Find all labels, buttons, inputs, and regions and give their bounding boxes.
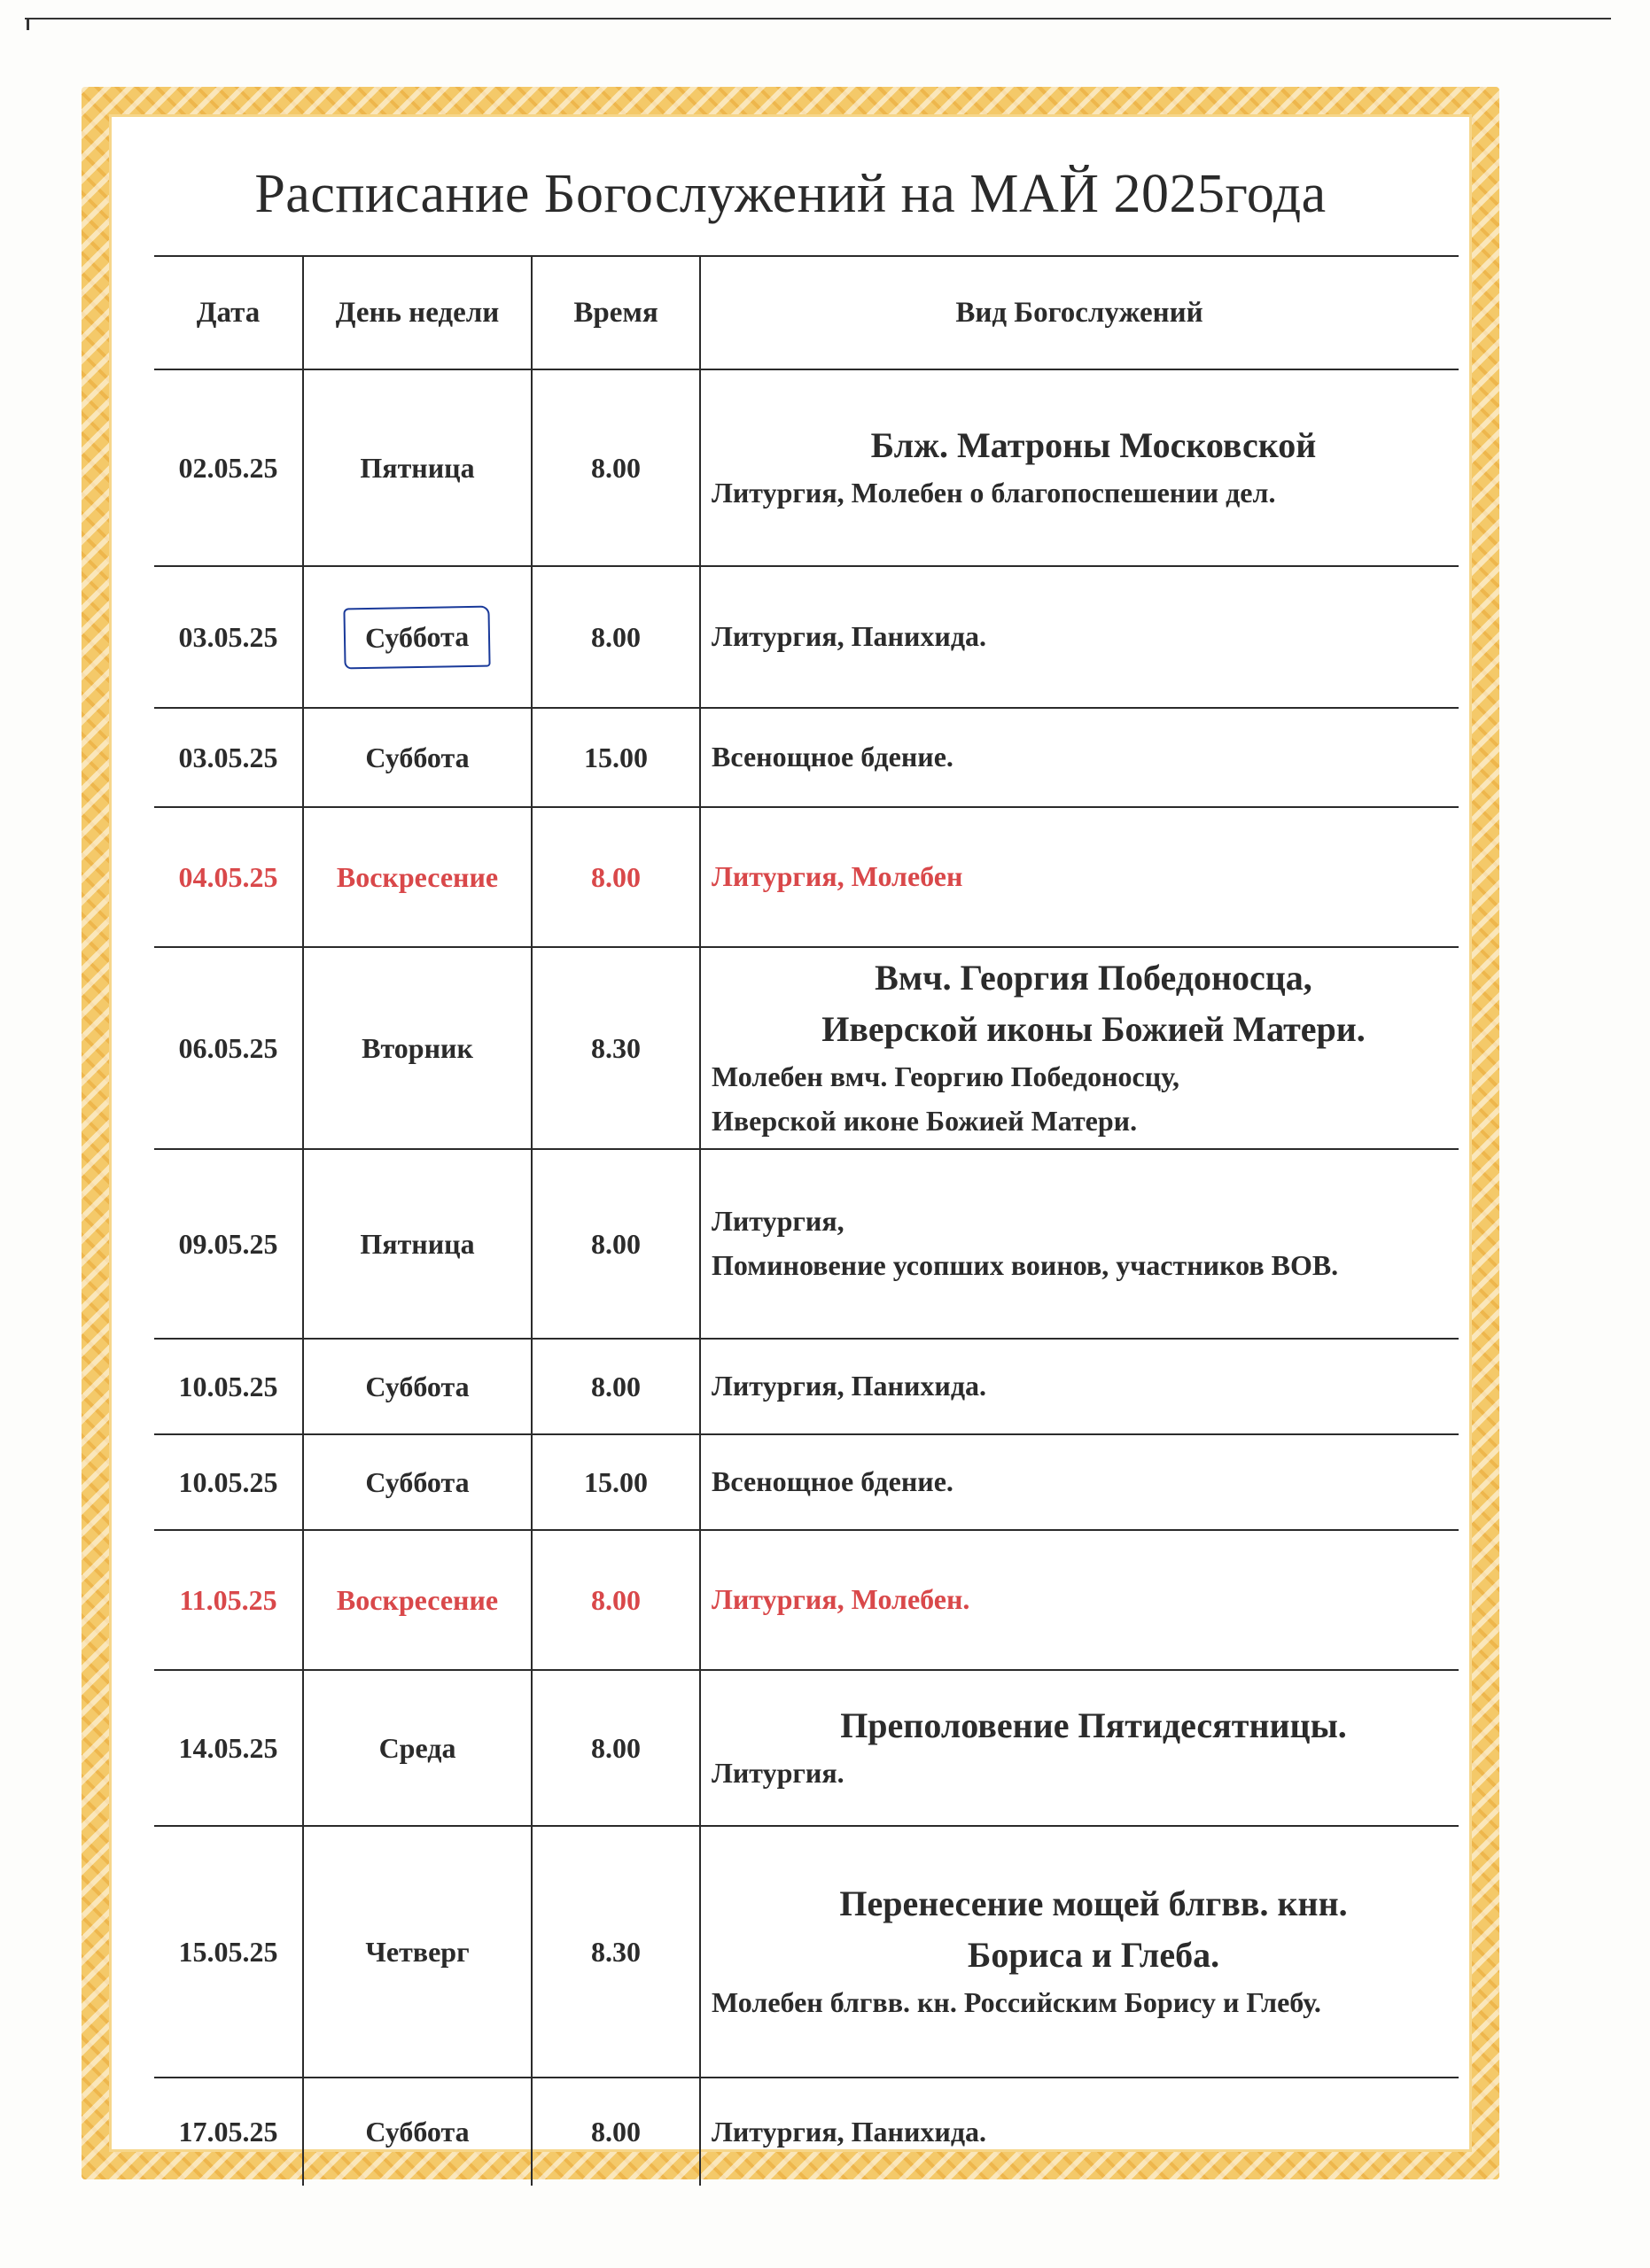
service-description: Иверской иконе Божией Матери. (712, 1105, 1138, 1137)
service-description: Литургия, Панихида. (712, 2115, 987, 2148)
table-row (154, 2078, 1459, 2186)
cell-time: 8.00 (532, 369, 700, 566)
cell-date: 17.05.25 (154, 2078, 303, 2186)
feast-name: Перенесение мощей блгвв. кнн. (839, 1884, 1348, 1924)
cell-day: Суббота (303, 2078, 532, 2186)
cell-time: 8.00 (532, 566, 700, 708)
cell-day: Четверг (303, 1826, 532, 2078)
cell-day: Суббота (303, 1339, 532, 1434)
service-description: Литургия. (712, 1757, 844, 1790)
cell-service (700, 708, 1459, 807)
header-time: Время (532, 256, 700, 369)
schedule-sheet (112, 117, 1469, 2149)
service-description: Всенощное бдение. (712, 1465, 953, 1498)
service-description: Литургия, Молебен. (712, 1583, 970, 1616)
cell-time: 8.00 (532, 1339, 700, 1434)
feast-name: Преполовение Пятидесятницы. (840, 1705, 1347, 1746)
cell-day: Пятница (303, 1149, 532, 1339)
cell-service (700, 566, 1459, 708)
cell-time: 8.00 (532, 2078, 700, 2186)
table-row (154, 566, 1459, 708)
cell-service (700, 1670, 1459, 1826)
cell-time: 8.00 (532, 1670, 700, 1826)
cell-day: Суббота (303, 708, 532, 807)
cell-service (700, 369, 1459, 566)
cell-day: Среда (303, 1670, 532, 1826)
cell-service (700, 807, 1459, 947)
service-description: Всенощное бдение. (712, 741, 953, 773)
cell-date: 11.05.25 (154, 1530, 303, 1670)
table-row (154, 708, 1459, 807)
service-description: Молебен вмч. Георгию Победоносцу, (712, 1060, 1179, 1093)
decorative-frame (82, 87, 1499, 2179)
header-date: Дата (154, 256, 303, 369)
service-description: Молебен блгвв. кн. Российским Борису и Глебу. (712, 1986, 1321, 2019)
page-title: Расписание Богослужений на МАЙ 2025года (254, 164, 1327, 224)
cell-time: 15.00 (532, 1434, 700, 1530)
cell-date: 03.05.25 (154, 566, 303, 708)
cell-service (700, 1530, 1459, 1670)
cell-time: 8.00 (532, 1149, 700, 1339)
table-row (154, 1434, 1459, 1530)
table-row (154, 1826, 1459, 2078)
cell-date: 10.05.25 (154, 1339, 303, 1434)
feast-name: Бориса и Глеба. (967, 1935, 1220, 1976)
cell-date: 15.05.25 (154, 1826, 303, 2078)
table-row (154, 369, 1459, 566)
cell-day: Вторник (303, 947, 532, 1149)
cell-day: Пятница (303, 369, 532, 566)
cell-service (700, 1339, 1459, 1434)
scan-mark (27, 19, 29, 30)
service-description: Литургия, Панихида. (712, 1370, 987, 1402)
cell-time: 8.00 (532, 1530, 700, 1670)
service-description: Литургия, Молебен о благопоспешении дел. (712, 477, 1276, 509)
table-row (154, 947, 1459, 1149)
cell-day (303, 566, 532, 708)
handwritten-circle-mark: Суббота (344, 605, 491, 669)
feast-name: Блж. Матроны Московской (870, 425, 1317, 466)
table-row (154, 1530, 1459, 1670)
cell-date: 14.05.25 (154, 1670, 303, 1826)
cell-service (700, 1149, 1459, 1339)
table-row (154, 1339, 1459, 1434)
feast-name: Вмч. Георгия Победоносца, (875, 958, 1312, 998)
cell-service (700, 2078, 1459, 2186)
schedule-rows (154, 369, 1459, 2186)
schedule-table (154, 255, 1459, 2186)
service-description: Литургия, (712, 1205, 844, 1238)
cell-time: 8.30 (532, 1826, 700, 2078)
cell-day: Воскресение (303, 1530, 532, 1670)
scan-edge-line (25, 18, 1611, 19)
service-description: Литургия, Молебен (712, 860, 963, 893)
header-service-kind: Вид Богослужений (700, 256, 1459, 369)
cell-time: 8.00 (532, 807, 700, 947)
feast-name: Иверской иконы Божией Матери. (821, 1009, 1366, 1050)
cell-date: 02.05.25 (154, 369, 303, 566)
cell-day: Воскресение (303, 807, 532, 947)
cell-date: 09.05.25 (154, 1149, 303, 1339)
service-description: Поминовение усопших воинов, участников ВОВ. (712, 1249, 1339, 1281)
cell-day: Суббота (303, 1434, 532, 1530)
cell-date: 06.05.25 (154, 947, 303, 1149)
cell-time: 15.00 (532, 708, 700, 807)
table-row (154, 807, 1459, 947)
cell-time: 8.30 (532, 947, 700, 1149)
cell-date: 10.05.25 (154, 1434, 303, 1530)
cell-service (700, 1434, 1459, 1530)
cell-date: 04.05.25 (154, 807, 303, 947)
cell-service (700, 1826, 1459, 2078)
cell-service (700, 947, 1459, 1149)
service-description: Литургия, Панихида. (712, 620, 987, 653)
table-row (154, 1670, 1459, 1826)
header-row (154, 256, 1459, 369)
header-day: День недели (303, 256, 532, 369)
cell-date: 03.05.25 (154, 708, 303, 807)
table-row (154, 1149, 1459, 1339)
